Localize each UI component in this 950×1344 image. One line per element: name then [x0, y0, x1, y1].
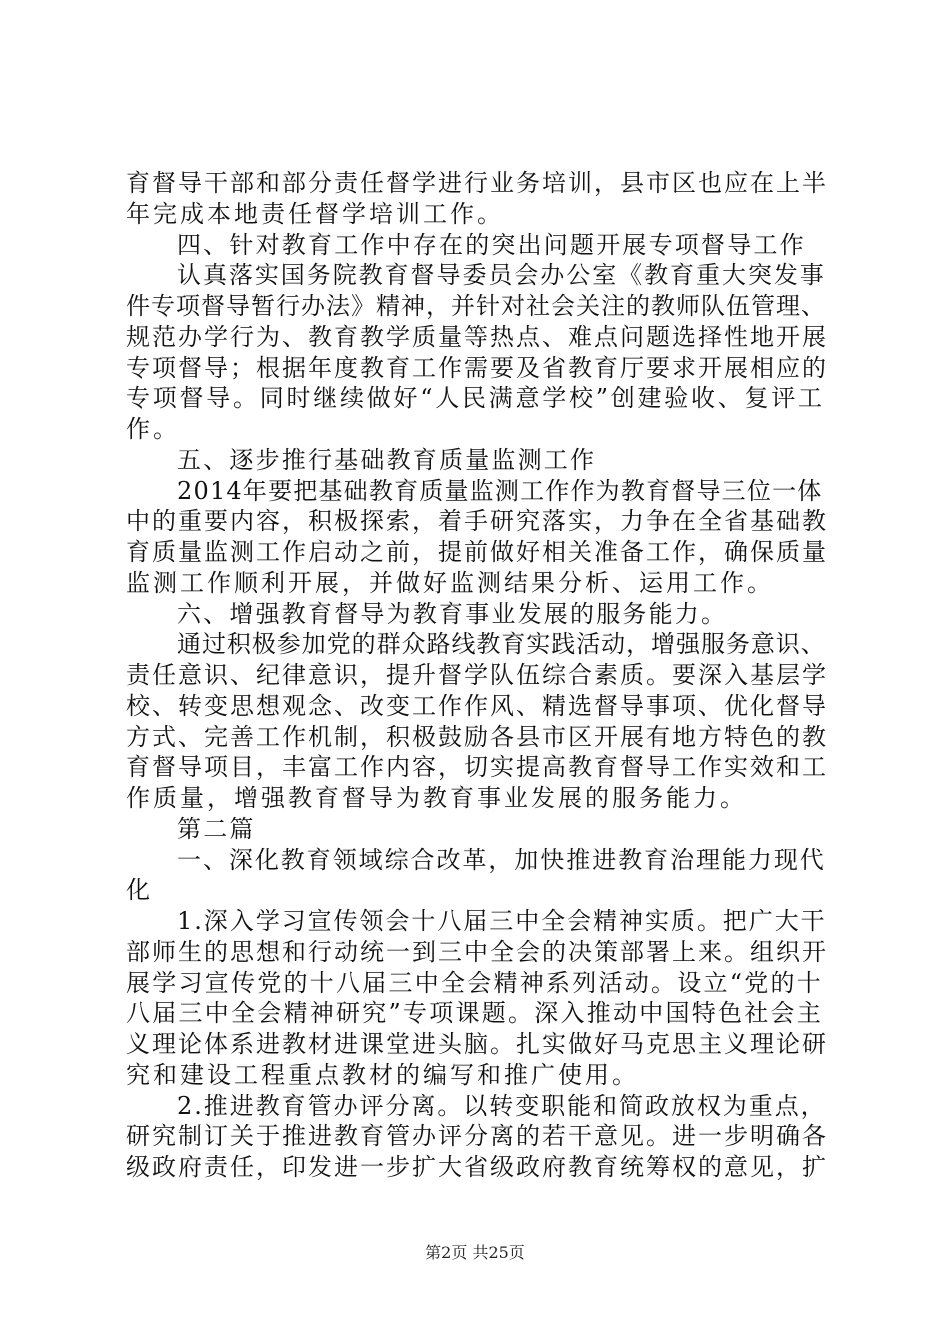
text-line: 四、针对教育工作中存在的突出问题开展专项督导工作 — [177, 230, 806, 259]
text-line: 展学习宣传党的十八届三中全会精神系列活动。设立“党的十 — [126, 968, 824, 997]
text-line: 义理论体系进教材进课堂进头脑。扎实做好马克思主义理论研 — [126, 1030, 828, 1058]
text-line: 作质量，增强教育督导为教育事业发展的服务能力。 — [126, 784, 747, 812]
document-body — [126, 168, 828, 1183]
text-line: 化 — [126, 876, 153, 905]
text-line: 六、增强教育督导为教育事业发展的服务能力。 — [177, 599, 728, 628]
text-line: 作。 — [126, 415, 180, 443]
text-line: 监测工作顺利开展，并做好监测结果分析、运用工作。 — [126, 568, 774, 597]
text-line: 八届三中全会精神研究”专项课题。深入推动中国特色社会主 — [126, 999, 824, 1028]
text-line: 五、逐步推行基础教育质量监测工作 — [177, 445, 597, 474]
text-line: 1.深入学习宣传领会十八届三中全会精神实质。把广大干 — [177, 907, 827, 935]
text-line: 专项督导。同时继续做好“人民满意学校”创建验收、复评工 — [126, 384, 825, 413]
text-line: 育质量监测工作启动之前，提前做好相关准备工作，确保质量 — [126, 538, 828, 566]
text-line: 育督导干部和部分责任督学进行业务培训，县市区也应在上半 — [126, 169, 828, 197]
text-line: 级政府责任，印发进一步扩大省级政府教育统筹权的意见，扩 — [126, 1153, 828, 1181]
text-line: 认真落实国务院教育督导委员会办公室《教育重大突发事 — [177, 261, 826, 290]
text-line: 通过积极参加党的群众路线教育实践活动，增强服务意识、 — [177, 630, 826, 659]
text-line: 规范办学行为、教育教学质量等热点、难点问题选择性地开展 — [126, 322, 828, 351]
text-line: 件专项督导暂行办法》精神，并针对社会关注的教师队伍管理、 — [126, 292, 826, 320]
text-line: 究和建设工程重点教材的编写和推广使用。 — [126, 1060, 639, 1089]
text-line: 校、转变思想观念、改变工作作风、精选督导事项、优化督导 — [126, 691, 828, 720]
text-line: 部师生的思想和行动统一到三中全会的决策部署上来。组织开 — [126, 937, 828, 966]
text-line: 方式、完善工作机制，积极鼓励各县市区开展有地方特色的教 — [126, 722, 828, 751]
text-line: 2.推进教育管办评分离。以转变职能和简政放权为重点， — [177, 1091, 827, 1120]
text-line: 第二篇 — [177, 814, 256, 843]
text-line: 责任意识、纪律意识，提升督学队伍综合素质。要深入基层学 — [126, 661, 828, 689]
text-line: 研究制订关于推进教育管办评分离的若干意见。进一步明确各 — [126, 1122, 828, 1151]
page-footer: 第2页 共25页 — [425, 1243, 525, 1262]
text-line: 中的重要内容，积极探索，着手研究落实，力争在全省基础教 — [126, 507, 828, 536]
text-line: 专项督导；根据年度教育工作需要及省教育厅要求开展相应的 — [126, 353, 828, 382]
text-line: 育督导项目，丰富工作内容，切实提高教育督导工作实效和工 — [126, 753, 828, 782]
text-line: 2014年要把基础教育质量监测工作作为教育督导三位一体 — [177, 476, 823, 505]
text-line: 年完成本地责任督学培训工作。 — [126, 199, 504, 228]
text-line: 一、深化教育领域综合改革，加快推进教育治理能力现代 — [177, 845, 826, 874]
